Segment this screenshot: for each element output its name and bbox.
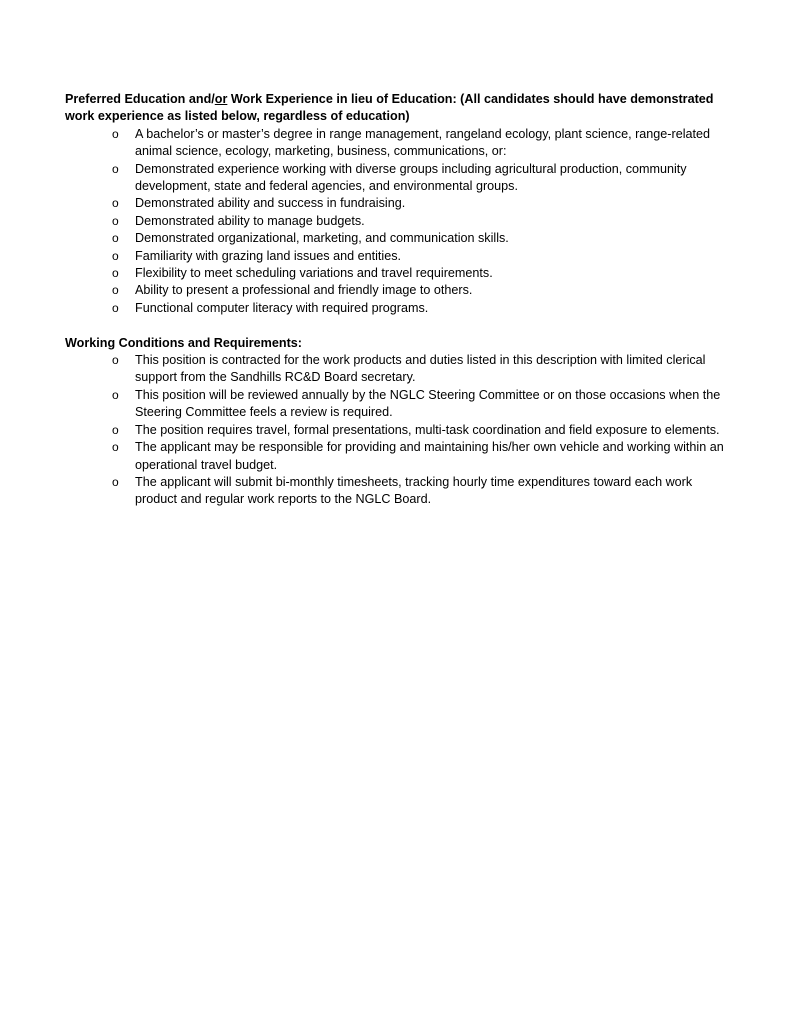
education-heading (65, 91, 727, 126)
bullet-icon: o (112, 126, 119, 141)
list-item-text: Familiarity with grazing land issues and entities. (135, 248, 401, 263)
list-item (65, 422, 727, 439)
list-item (65, 352, 727, 387)
list-item-text: Demonstrated experience working with diverse groups including agricultural production, community development, state and federal agencies, and environmental groups. (135, 161, 687, 194)
list-item (65, 161, 727, 196)
list-item-text: Demonstrated ability and success in fundraising. (135, 196, 406, 211)
list-item-text: This position will be reviewed annually by the NGLC Steering Committee or on those occasions when the Steering Committee feels a review is required. (135, 387, 721, 420)
bullet-icon: o (112, 213, 119, 228)
bullet-icon: o (112, 422, 119, 437)
list-item-text: A bachelor’s or master’s degree in range management, rangeland ecology, plant science, range-related animal science, ecology, marketing, business, communications, or: (135, 126, 711, 159)
working-conditions-list (65, 352, 727, 509)
list-item-text: The position requires travel, formal presentations, multi-task coordination and field exposure to elements. (135, 422, 720, 437)
bullet-icon: o (112, 353, 119, 368)
bullet-icon: o (112, 196, 119, 211)
list-item (65, 248, 727, 265)
list-item (65, 265, 727, 282)
education-list (65, 126, 727, 317)
bullet-icon: o (112, 266, 119, 281)
working-conditions-heading: Working Conditions and Requirements: (65, 335, 302, 350)
list-item-text: Demonstrated ability to manage budgets. (135, 213, 365, 228)
section-spacer (65, 317, 727, 334)
education-heading-part2: Work Experience in lieu of Education: (All candidates should have demonstrated work experience as listed below, regardless of education) (65, 92, 714, 124)
list-item (65, 195, 727, 212)
list-item (65, 439, 727, 474)
education-heading-underlined: or (214, 92, 228, 106)
bullet-icon: o (112, 387, 119, 402)
bullet-icon: o (112, 231, 119, 246)
education-heading-part1: Preferred Education and/ (65, 92, 215, 106)
list-item (65, 282, 727, 299)
list-item (65, 126, 727, 161)
list-item-text: The applicant will submit bi-monthly timesheets, tracking hourly time expenditures toward each work product and regular work reports to the NGLC Board. (135, 474, 693, 507)
list-item (65, 474, 727, 509)
list-item-text: Demonstrated organizational, marketing, and communication skills. (135, 231, 509, 246)
list-item-text: Ability to present a professional and friendly image to others. (135, 283, 473, 298)
document-content (65, 91, 727, 509)
bullet-icon: o (112, 300, 119, 315)
bullet-icon: o (112, 161, 119, 176)
bullet-icon: o (112, 283, 119, 298)
list-item-text: The applicant may be responsible for providing and maintaining his/her own vehicle and working within an operational travel budget. (135, 440, 724, 472)
list-item (65, 387, 727, 422)
list-item (65, 213, 727, 230)
list-item-text: This position is contracted for the work products and duties listed in this description with limited clerical support from the Sandhills RC&D Board secretary. (135, 353, 706, 385)
bullet-icon: o (112, 474, 119, 489)
bullet-icon: o (112, 440, 119, 455)
list-item (65, 230, 727, 247)
list-item (65, 300, 727, 317)
list-item-text: Functional computer literacy with required programs. (135, 300, 429, 315)
list-item-text: Flexibility to meet scheduling variations and travel requirements. (135, 266, 493, 281)
bullet-icon: o (112, 248, 119, 263)
